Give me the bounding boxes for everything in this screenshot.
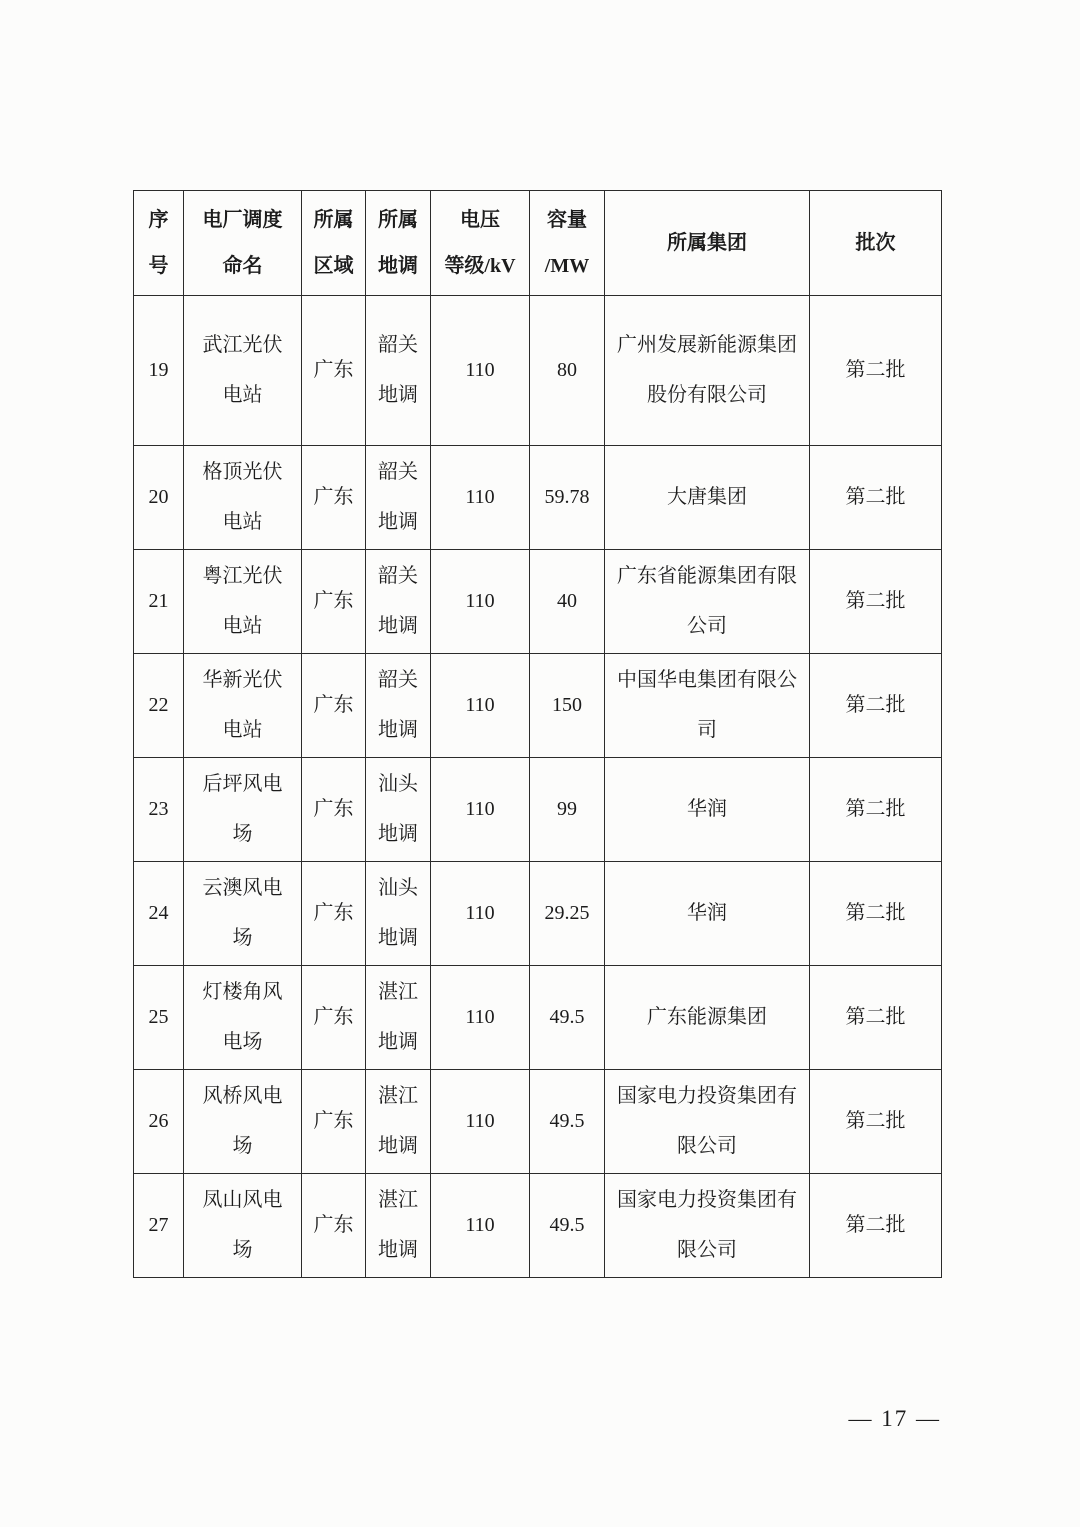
column-header-group [605, 191, 810, 296]
cell-line: 地调 [378, 615, 418, 637]
cell-group [605, 862, 810, 966]
cell-line: 49.5 [549, 1006, 585, 1028]
cell-group [605, 654, 810, 758]
cell-batch [810, 966, 942, 1070]
cell-line: 第二批 [845, 694, 906, 716]
cell-line: 命名 [222, 254, 263, 277]
cell-line: 27 [148, 1214, 169, 1236]
cell-line: 20 [148, 486, 169, 508]
column-header-region [302, 191, 366, 296]
column-header-voltage [431, 191, 530, 296]
cell-line: 所属 [378, 208, 418, 231]
cell-line: 第二批 [845, 902, 906, 924]
cell-name [184, 1174, 302, 1278]
cell-line: 韶关 [378, 565, 418, 587]
cell-no [134, 966, 184, 1070]
cell-line: 粤江光伏 [202, 565, 283, 587]
cell-line: 华新光伏 [202, 669, 283, 691]
cell-group [605, 1174, 810, 1278]
cell-line: 格顶光伏 [202, 461, 283, 483]
cell-region [302, 862, 366, 966]
table-row [134, 550, 942, 654]
cell-line: 电站 [222, 719, 263, 741]
cell-line: 广东 [313, 902, 354, 924]
cell-dispatch [366, 862, 431, 966]
cell-line: 110 [465, 694, 495, 716]
cell-line: 110 [465, 1006, 495, 1028]
cell-dispatch [366, 550, 431, 654]
cell-line: 电场 [222, 1031, 263, 1053]
cell-voltage [431, 1070, 530, 1174]
cell-line: 限公司 [677, 1135, 737, 1157]
cell-name [184, 296, 302, 446]
cell-capacity [530, 1070, 605, 1174]
cell-line: 150 [552, 694, 582, 716]
cell-line: 后坪风电 [202, 773, 283, 795]
cell-line: 汕头 [378, 877, 418, 899]
cell-line: 广东 [313, 798, 354, 820]
cell-region [302, 758, 366, 862]
cell-dispatch [366, 446, 431, 550]
cell-line: 云澳风电 [202, 877, 283, 899]
cell-line: 序 [148, 208, 169, 231]
cell-group [605, 446, 810, 550]
cell-batch [810, 1070, 942, 1174]
cell-group [605, 296, 810, 446]
cell-line: 凤山风电 [202, 1189, 283, 1211]
cell-voltage [431, 654, 530, 758]
table-row [134, 1070, 942, 1174]
cell-line: 21 [148, 590, 169, 612]
cell-line: 24 [148, 902, 169, 924]
cell-line: 韶关 [378, 461, 418, 483]
cell-name [184, 446, 302, 550]
table-row [134, 446, 942, 550]
cell-no [134, 296, 184, 446]
cell-line: 公司 [687, 615, 727, 637]
column-header-capacity [530, 191, 605, 296]
cell-line: 广东能源集团 [647, 1006, 767, 1028]
cell-dispatch [366, 966, 431, 1070]
cell-name [184, 654, 302, 758]
cell-region [302, 550, 366, 654]
cell-line: 59.78 [544, 486, 590, 508]
cell-line: 广东 [313, 359, 354, 381]
cell-line: 110 [465, 359, 495, 381]
cell-line: 49.5 [549, 1110, 585, 1132]
table-row [134, 296, 942, 446]
cell-line: 华润 [687, 798, 727, 820]
cell-line: 地调 [378, 719, 418, 741]
table-header-row [134, 191, 942, 296]
cell-no [134, 654, 184, 758]
cell-line: 22 [148, 694, 169, 716]
cell-batch [810, 758, 942, 862]
cell-line: 19 [148, 359, 169, 381]
cell-line: 80 [557, 359, 577, 381]
cell-line: 地调 [378, 927, 418, 949]
cell-line: 第二批 [845, 798, 906, 820]
cell-line: /MW [544, 254, 590, 277]
cell-line: 第二批 [845, 1006, 906, 1028]
cell-line: 第二批 [845, 590, 906, 612]
column-header-dispatch [366, 191, 431, 296]
cell-line: 广东 [313, 694, 354, 716]
cell-capacity [530, 550, 605, 654]
cell-line: 23 [148, 798, 169, 820]
table-row [134, 1174, 942, 1278]
cell-voltage [431, 966, 530, 1070]
cell-line: 地调 [378, 1135, 418, 1157]
cell-line: 华润 [687, 902, 727, 924]
cell-line: 第二批 [845, 1214, 906, 1236]
cell-line: 第二批 [845, 359, 906, 381]
cell-line: 地调 [378, 1239, 418, 1261]
cell-line: 湛江 [378, 1085, 418, 1107]
cell-group [605, 966, 810, 1070]
cell-line: 电站 [222, 384, 263, 406]
cell-line: 广东 [313, 1110, 354, 1132]
cell-line: 场 [232, 823, 253, 845]
cell-line: 40 [557, 590, 577, 612]
cell-line: 29.25 [544, 902, 590, 924]
cell-line: 汕头 [378, 773, 418, 795]
table-row [134, 654, 942, 758]
cell-name [184, 1070, 302, 1174]
cell-voltage [431, 296, 530, 446]
cell-dispatch [366, 1174, 431, 1278]
cell-line: 110 [465, 902, 495, 924]
cell-line: 49.5 [549, 1214, 585, 1236]
cell-line: 中国华电集团有限公 [617, 669, 797, 691]
cell-no [134, 550, 184, 654]
cell-dispatch [366, 758, 431, 862]
cell-capacity [530, 1174, 605, 1278]
cell-no [134, 1174, 184, 1278]
cell-capacity [530, 654, 605, 758]
cell-dispatch [366, 654, 431, 758]
cell-name [184, 550, 302, 654]
cell-line: 电厂调度 [202, 208, 283, 231]
cell-line: 99 [557, 798, 577, 820]
cell-line: 等级/kV [444, 254, 516, 277]
cell-voltage [431, 550, 530, 654]
cell-region [302, 446, 366, 550]
cell-dispatch [366, 296, 431, 446]
cell-line: 110 [465, 798, 495, 820]
cell-line: 地调 [378, 254, 418, 277]
cell-group [605, 758, 810, 862]
cell-line: 广东省能源集团有限 [617, 565, 797, 587]
cell-name [184, 862, 302, 966]
cell-no [134, 1070, 184, 1174]
cell-region [302, 654, 366, 758]
cell-voltage [431, 1174, 530, 1278]
cell-line: 110 [465, 1110, 495, 1132]
cell-line: 国家电力投资集团有 [617, 1085, 797, 1107]
cell-line: 场 [232, 1135, 253, 1157]
cell-line: 广东 [313, 486, 354, 508]
cell-line: 第二批 [845, 486, 906, 508]
cell-batch [810, 862, 942, 966]
column-header-batch [810, 191, 942, 296]
cell-name [184, 758, 302, 862]
cell-capacity [530, 966, 605, 1070]
cell-line: 广东 [313, 1214, 354, 1236]
table-row [134, 966, 942, 1070]
cell-line: 第二批 [845, 1110, 906, 1132]
cell-line: 所属集团 [667, 231, 747, 254]
cell-line: 限公司 [677, 1239, 737, 1261]
cell-line: 110 [465, 1214, 495, 1236]
cell-dispatch [366, 1070, 431, 1174]
cell-line: 广东 [313, 590, 354, 612]
column-header-no [134, 191, 184, 296]
cell-line: 股份有限公司 [647, 384, 767, 406]
cell-line: 广州发展新能源集团 [617, 334, 797, 356]
cell-line: 地调 [378, 1031, 418, 1053]
cell-line: 电站 [222, 511, 263, 533]
cell-line: 25 [148, 1006, 169, 1028]
cell-voltage [431, 758, 530, 862]
cell-line: 风桥风电 [202, 1085, 283, 1107]
column-header-name [184, 191, 302, 296]
cell-capacity [530, 446, 605, 550]
cell-line: 湛江 [378, 1189, 418, 1211]
cell-line: 湛江 [378, 981, 418, 1003]
table-row [134, 758, 942, 862]
cell-line: 国家电力投资集团有 [617, 1189, 797, 1211]
cell-line: 26 [148, 1110, 169, 1132]
cell-capacity [530, 758, 605, 862]
cell-line: 地调 [378, 511, 418, 533]
cell-line: 号 [148, 254, 169, 277]
cell-name [184, 966, 302, 1070]
cell-line: 大唐集团 [667, 486, 747, 508]
cell-region [302, 966, 366, 1070]
cell-capacity [530, 296, 605, 446]
cell-region [302, 1070, 366, 1174]
cell-batch [810, 446, 942, 550]
cell-line: 广东 [313, 1006, 354, 1028]
cell-line: 批次 [855, 231, 896, 254]
cell-line: 电压 [460, 208, 500, 231]
power-plants-table [133, 190, 942, 1278]
table-row [134, 862, 942, 966]
cell-batch [810, 550, 942, 654]
cell-line: 110 [465, 486, 495, 508]
cell-line: 场 [232, 927, 253, 949]
cell-voltage [431, 446, 530, 550]
cell-region [302, 1174, 366, 1278]
cell-batch [810, 296, 942, 446]
cell-group [605, 1070, 810, 1174]
cell-line: 灯楼角风 [202, 981, 283, 1003]
cell-no [134, 862, 184, 966]
cell-no [134, 446, 184, 550]
cell-line: 所属 [313, 208, 354, 231]
cell-batch [810, 654, 942, 758]
cell-line: 110 [465, 590, 495, 612]
cell-group [605, 550, 810, 654]
cell-line: 韶关 [378, 334, 418, 356]
cell-line: 容量 [547, 208, 587, 231]
cell-batch [810, 1174, 942, 1278]
cell-line: 地调 [378, 384, 418, 406]
cell-line: 场 [232, 1239, 253, 1261]
cell-line: 武江光伏 [202, 334, 283, 356]
cell-line: 电站 [222, 615, 263, 637]
cell-line: 区域 [313, 254, 354, 277]
cell-region [302, 296, 366, 446]
cell-no [134, 758, 184, 862]
page-number: — 17 — [848, 1406, 941, 1431]
cell-line: 韶关 [378, 669, 418, 691]
cell-capacity [530, 862, 605, 966]
cell-line: 地调 [378, 823, 418, 845]
cell-voltage [431, 862, 530, 966]
cell-line: 司 [697, 719, 717, 741]
